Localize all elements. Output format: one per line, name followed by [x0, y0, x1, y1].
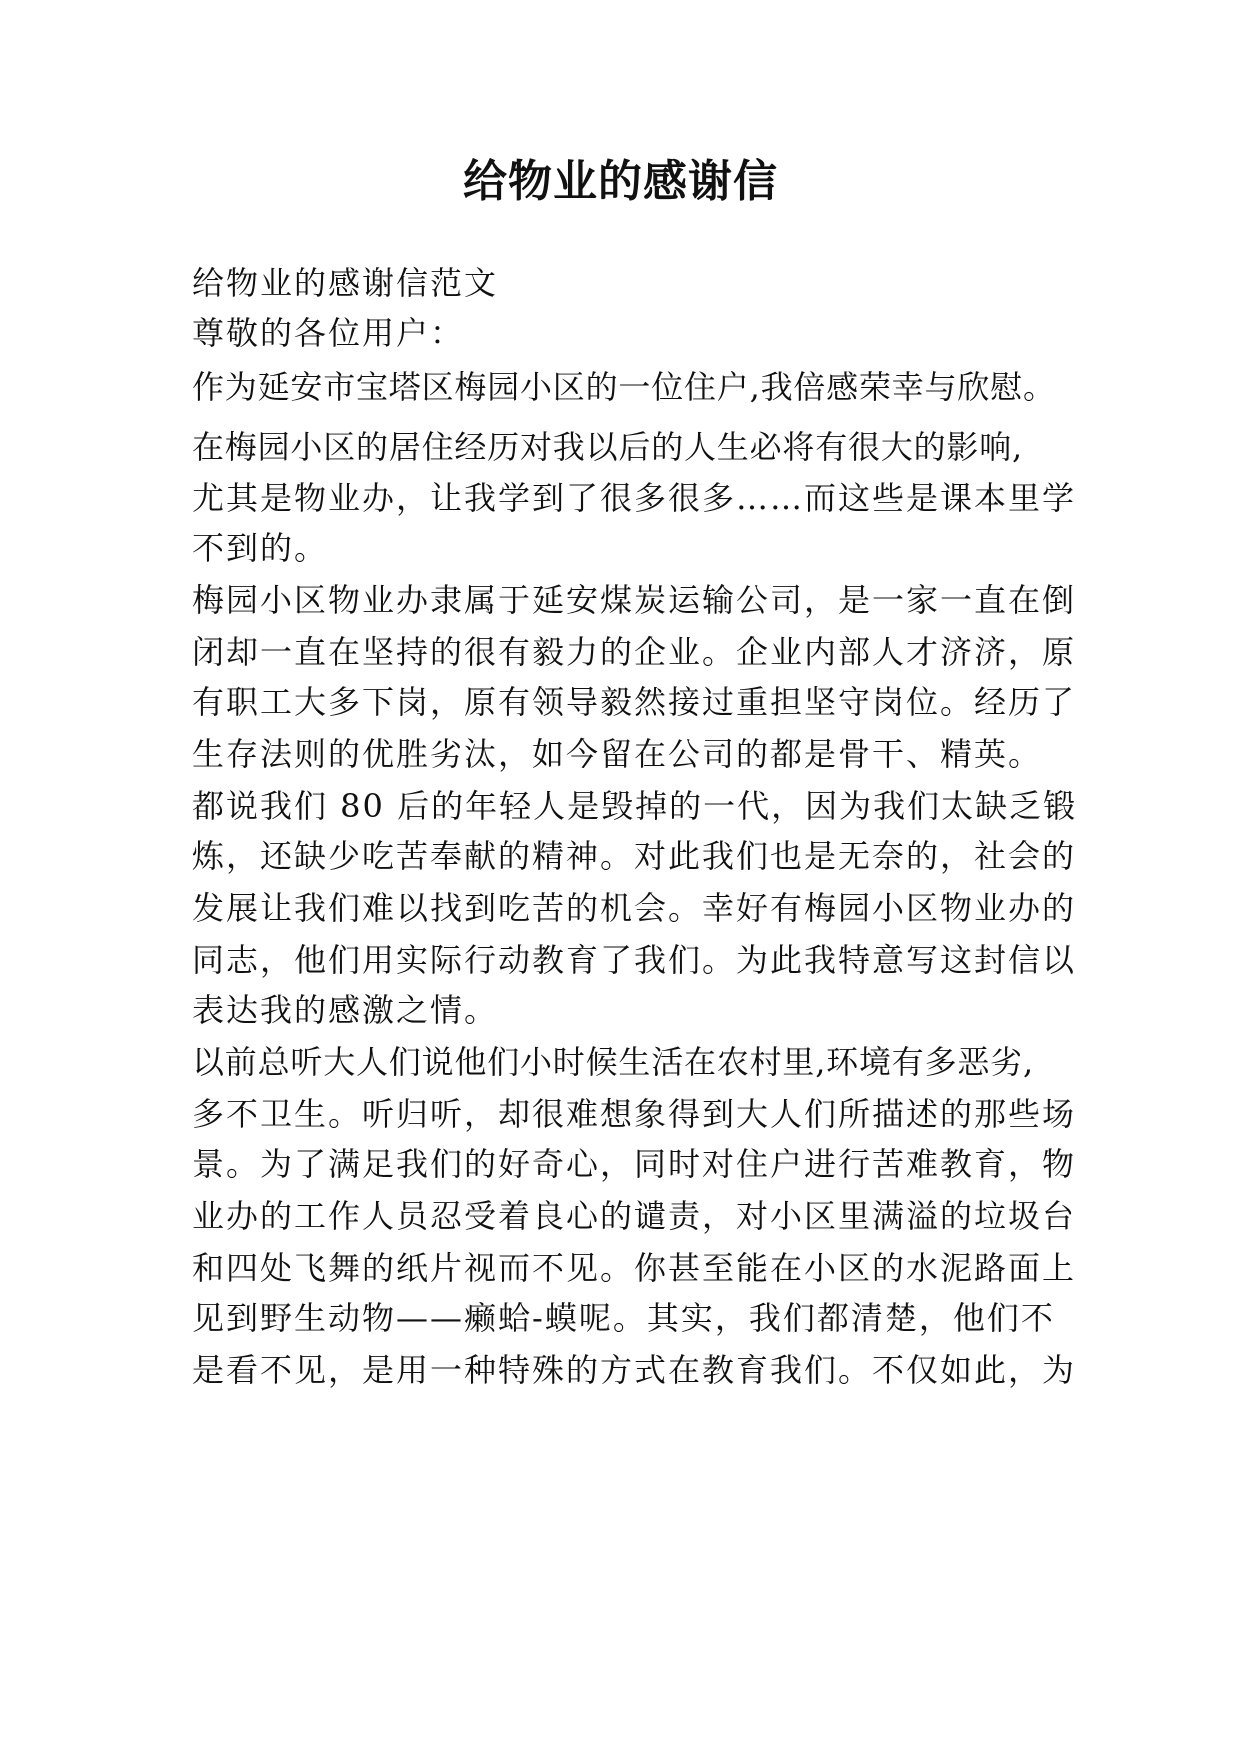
text-line: 在梅园小区的居住经历对我以后的人生必将有很大的影响, [192, 428, 1023, 466]
text-line: 生存法则的优胜劣汰，如今留在公司的都是骨干、精英。 [192, 735, 1043, 773]
text-line: 炼，还缺少吃苦奉献的精神。对此我们也是无奈的，社会的 [192, 837, 1077, 875]
text-line: 给物业的感谢信范文 [192, 264, 499, 302]
text-line: 发展让我们难以找到吃苦的机会。幸好有梅园小区物业办的 [192, 889, 1077, 927]
text-line: 都说我们 80 后的年轻人是毁掉的一代，因为我们太缺乏锻 [192, 787, 1078, 825]
text-line: 是看不见，是用一种特殊的方式在教育我们。不仅如此，为 [192, 1351, 1077, 1389]
text-line: 见到野生动物——癞蛤-蟆呢。其实，我们都清楚，他们不 [192, 1299, 1055, 1337]
text-line: 尊敬的各位用户： [192, 314, 465, 352]
text-line: 景。为了满足我们的好奇心，同时对住户进行苦难教育，物 [192, 1145, 1077, 1183]
text-line: 闭却一直在坚持的很有毅力的企业。企业内部人才济济，原 [192, 633, 1077, 671]
text-line: 梅园小区物业办隶属于延安煤炭运输公司，是一家一直在倒 [192, 581, 1077, 619]
text-line: 尤其是物业办，让我学到了很多很多……而这些是课本里学 [192, 479, 1077, 517]
text-line: 作为延安市宝塔区梅园小区的一位住户,我倍感荣幸与欣慰。 [192, 368, 1056, 406]
text-line: 同志，他们用实际行动教育了我们。为此我特意写这封信以 [192, 941, 1077, 979]
text-line: 有职工大多下岗，原有领导毅然接过重担坚守岗位。经历了 [192, 683, 1077, 721]
text-line: 和四处飞舞的纸片视而不见。你甚至能在小区的水泥路面上 [192, 1249, 1077, 1287]
document-title: 给物业的感谢信 [463, 156, 778, 207]
text-line: 表达我的感激之情。 [192, 991, 499, 1029]
text-line: 业办的工作人员忍受着良心的谴责，对小区里满溢的垃圾台 [192, 1197, 1077, 1235]
text-line: 多不卫生。听归听，却很难想象得到大人们所描述的那些场 [192, 1095, 1077, 1133]
text-line: 不到的。 [192, 529, 329, 567]
text-line: 以前总听大人们说他们小时候生活在农村里,环境有多恶劣, [192, 1043, 1034, 1081]
